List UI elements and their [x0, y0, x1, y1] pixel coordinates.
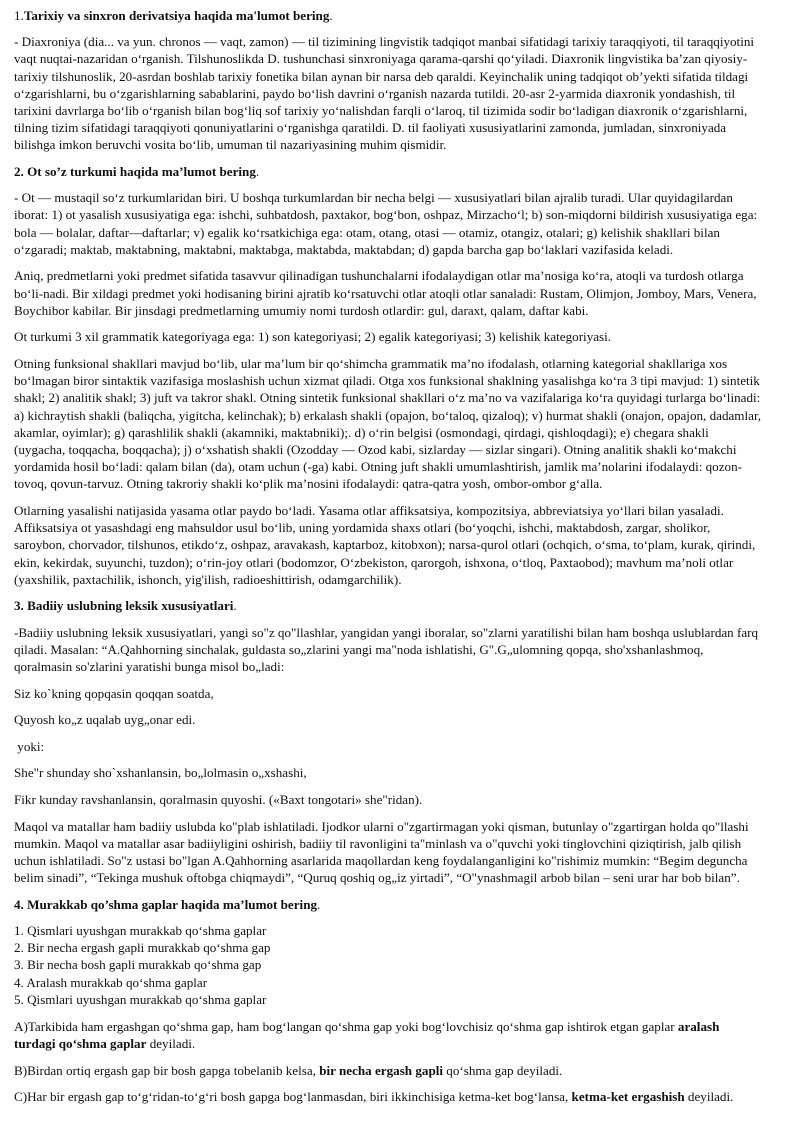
definition-b: B)Birdan ortiq ergash gap bir bosh gapga tobelanib kelsa, bir necha ergash gapli qoʻshma gap deyiladi. — [14, 1062, 563, 1078]
question-3-heading: 3. Badiiy uslubning leksik xususiyatlari. — [14, 598, 237, 614]
poem-line-1: Siz ko`kning qopqasin qoqqan soatda, — [14, 685, 214, 701]
list-item: 5. Qismlari uyushgan murakkab qoʻshma gaplar — [14, 991, 267, 1007]
question-1-number: 1. — [14, 8, 24, 23]
question-2-paragraph-1: - Ot — mustaqil soʻz turkumlaridan biri. U boshqa turkumlardan bir necha belgi — xususiyatlari bilan ajralib turadi. Ular quyidagilardan iborat: 1) ot yasalish xususiyatiga ega: ishchi, suhbatdosh, paxtakor, bogʻbon, oshpaz, Mirzachoʻl; b) son-miqdorni bildirish xususiyatiga ega: bola — bolalar, daftar—daftarlar; v) egalik koʻrsatkichiga ega: otam, otang, otasi — otamiz, otangiz, otalari; g) kelishik shakllari bilan oʻzgaradi; maktab, maktabning, maktabni, maktabga, maktabda, maktabdan; d) gapda barcha gap boʻlaklari vazifasida keladi. — [14, 190, 758, 257]
question-1-heading: 1.Tarixiy va sinxron derivatsiya haqida ma'lumot bering. — [14, 8, 333, 23]
poem-line-2: Quyosh ko„z uqalab uyg„onar edi. — [14, 712, 196, 728]
question-2-heading: 2. Ot so’z turkumi haqida ma’lumot bering. — [14, 164, 260, 180]
sentence-types-list — [14, 922, 762, 1008]
question-2-paragraph-3: Ot turkumi 3 xil grammatik kategoriyaga ega: 1) son kategoriyasi; 2) egalik kategoriyasi; 3) kelishik kategoriyasi. — [14, 329, 612, 345]
list-item: 4. Aralash murakkab qoʻshma gaplar — [14, 974, 208, 990]
term-aralash: aralash turdagi qoʻshma gaplar — [14, 1019, 720, 1052]
question-3-paragraph-1: -Badiiy uslubning leksik xususiyatlari, yangi so"z qo"llashlar, yangidan yangi iboralar, so"zlarni yaratilishi bilan ham boshqa uslublardan farq qiladi. Masalan: “A.Qahhorning sinchalak, guldasta so„zlarini yangi ma"noda ishlatishi, G".G„ulomning qopqa, sho'xshanlashmoq, qoralmasin so'zlarini yaratishi bunga misol bo„ladi: — [14, 624, 759, 675]
list-item: 3. Bir necha bosh gapli murakkab qoʻshma gap — [14, 957, 262, 973]
question-1-paragraph: - Diaxroniya (dia... va yun. chronos — vaqt, zamon) — til tizimining lingvistik tadqiqot manbai sifatidagi tarixiy taraqqiyoti, til taraqqiyotini vaqt nuqtai-nazaridan oʻrganish. Tilshunoslikda D. tushunchasi sinxroniyaga qarama-qarshi qoʻyiladi. Diaxronik lingvistika baʼzan qiyosiy-tarixiy tilshunoslik, 20-asrdan boshlab tarixiy fonetika bilan aynan bir narsa deb qaraldi. Keyinchalik uning tadqiqot obʼyekti sifatida tildagi oʻzgarishlarni, bu oʻzgarishlarning sabablarini, paydo boʻlish davrini oʻrganish nazarda tutildi. 20-asr 2-yarmida diaxronik yondashish, til tarixini davrlarga boʻlib oʻrganish bilan bogʻliq sof tarixiy yoʻnalishdan farqli oʻlaroq, til tizimida sodir boʻladigan diaxronik oʻzgarishlarni, tilning tizim sifatidagi taraqqiyoti qonuniyatlarini oʻrganishga qaratildi. D. til faoliyati xususiyatlarini zamonda, jumladan, sinxroniyada bilishga imkon beruvchi vosita boʻlib, umuman til nazariyasining muhim qismidir. — [14, 34, 755, 153]
question-2-title: 2. Ot so’z turkumi haqida ma’lumot bering — [14, 164, 256, 180]
question-4-heading: 4. Murakkab qo’shma gaplar haqida ma’lumot bering. — [14, 896, 321, 912]
question-1-title: Tarixiy va sinxron derivatsiya haqida ma'lumot bering — [23, 8, 330, 23]
question-2-paragraph-5: Otlarning yasalishi natijasida yasama otlar paydo boʻladi. Yasama otlar affiksatsiya, kompozitsiya, abbreviatsiya yoʻllari bilan yasaladi. Affiksatsiya ot yasashdagi eng mahsuldor usul boʻlib, uning yordamida shaxs otlari (boʻyoqchi, ishchi, maktabdosh, zargar, sholikor, saroybon, chorvador, tilshunos, etikdoʻz, oshpaz, aravakash, kaptarboz, kitobxon); narsa-qurol otlari (ochqich, oʻsma, toʻplam, kurak, qirindi, ekin, kekirdak, suyunchi, tuzdon); oʻrin-joy otlari (bodomzor, Oʻzbekiston, qarorgoh, ishxona, oʻtloq, Paxtaobod); mavhum maʼnoli otlar (yaxshilik, paxtachilik, ishonch, yig'ilish, radioeshittirish, odamgarchilik). — [14, 503, 756, 587]
term-bir-necha: bir necha ergash gapli — [319, 1062, 444, 1078]
definition-a: A)Tarkibida ham ergashgan qoʻshma gap, ham bogʻlangan qoʻshma gap yoki bogʻlovchisiz qoʻshma gap ishtirok etgan gaplar aralash turdagi qoʻshma gaplar deyiladi. — [14, 1019, 720, 1052]
term-ketma-ket: ketma-ket ergashish — [571, 1089, 685, 1105]
question-4-title: 4. Murakkab qo’shma gaplar haqida ma’lumot bering — [14, 896, 318, 912]
poem-line-3: She"r shunday sho`xshanlansin, bo„lolmasin o„xshashi, — [14, 765, 307, 781]
definition-c: C)Har bir ergash gap toʻgʻridan-toʻgʻri bosh gapga bogʻlanmasdan, biri ikkinchisiga ketma-ket bogʻlansa, ketma-ket ergashish deyiladi. — [14, 1089, 734, 1105]
question-3-title: 3. Badiiy uslubning leksik xususiyatlari — [14, 598, 234, 614]
question-2-paragraph-2: Aniq, predmetlarni yoki predmet sifatida tasavvur qilinadigan tushunchalarni ifodalaydigan otlar maʼnosiga koʻra, atoqli va turdosh otlarga boʻli-nadi. Bir xildagi predmet yoki hodisaning birini ajratib koʻrsatuvchi otlar atoqli otlar sanaladi: Rustam, Olimjon, Jomboy, Mars, Venera, Boychibor kabilar. Bir jinsdagi predmetlarning umumiy nomi turdosh otlardir: gul, daraxt, qalam, daftar kabi. — [14, 268, 757, 318]
list-item: 1. Qismlari uyushgan murakkab qoʻshma gaplar — [14, 923, 267, 939]
list-item: 2. Bir necha ergash gapli murakkab qoʻshma gap — [14, 940, 271, 956]
poem-line-4: Fikr kunday ravshanlansin, qoralmasin quyoshi. («Baxt tongotari» she"ridan). — [14, 792, 423, 808]
question-2-paragraph-4: Otning funksional shakllari mavjud boʻlib, ular maʼlum bir qoʻshimcha grammatik maʼno ifodalash, otlarning kategorial shakllariga xos boʻlmagan biror sintaktik vazifasiga moslashish uchun xizmat qiladi. Otga xos funksional shaklning yasalishga koʻra 3 tipi mavjud: 1) sintetik shakl; 2) analitik shakl; 3) juft va takror shakl. Otning sintetik funksional shakllari oʻz maʼno va vazifalariga koʻra quyidagi turlarga boʻlinadi: a) kichraytish shakli (baliqcha, yigitcha, kelinchak); b) erkalash shakli (opajon, boʻtaloq, qizaloq); v) hurmat shakli (onajon, opajon, dadamlar, akamlar, oyimlar); g) qarashlilik shakli (akamniki, maktabniki);. d) oʻrin belgisi (osmondagi, qirdagi, qishloqdagi); e) chegara shakli (uygacha, toqqacha, boqqacha); j) oʻxshatish shakli (Ozodday — Ozod kabi, sizlarday — sizlar singari). Otning analitik shakli koʻmakchi yordamida hosil boʻladi: qalam bilan (da), otam uchun (-ga) kabi. Otning juft shakli umumlashtirish, jamlik maʼnolarini ifodalaydi: qozon-tovoq, qovun-tarvuz. Otning takroriy shakli koʻplik maʼnosini ifodalaydi: qatra-qatra yosh, ombor-ombor gʻalla. — [14, 356, 762, 492]
poem-separator: yoki: — [14, 738, 45, 754]
question-3-paragraph-2: Maqol va matallar ham badiiy uslubda ko"plab ishlatiladi. Ijodkor ularni o"zgartirmagan yoki qisman, butunlay o"zgartirgan holda qo"llashi mumkin. Maqol va matallar asar badiiyligini oshirish, badiiy til ravonligini ta"minlash va o"quvchi yoki tinglovchini qiziqtirish, jalb qilish uchun ishlatiladi. So"z ustasi bo"lgan A.Qahhorning asarlarida maqollardan keng foydalanganligini ko"rishimiz mumkin: “Begim deguncha belim sinadi”, “Tekinga mushuk oftobga chiqmaydi”, “Quruq qoshiq og„iz yirtadi”, “O"ynashmagil arbob bilan – seni urar har bob bilan”. — [14, 818, 749, 886]
